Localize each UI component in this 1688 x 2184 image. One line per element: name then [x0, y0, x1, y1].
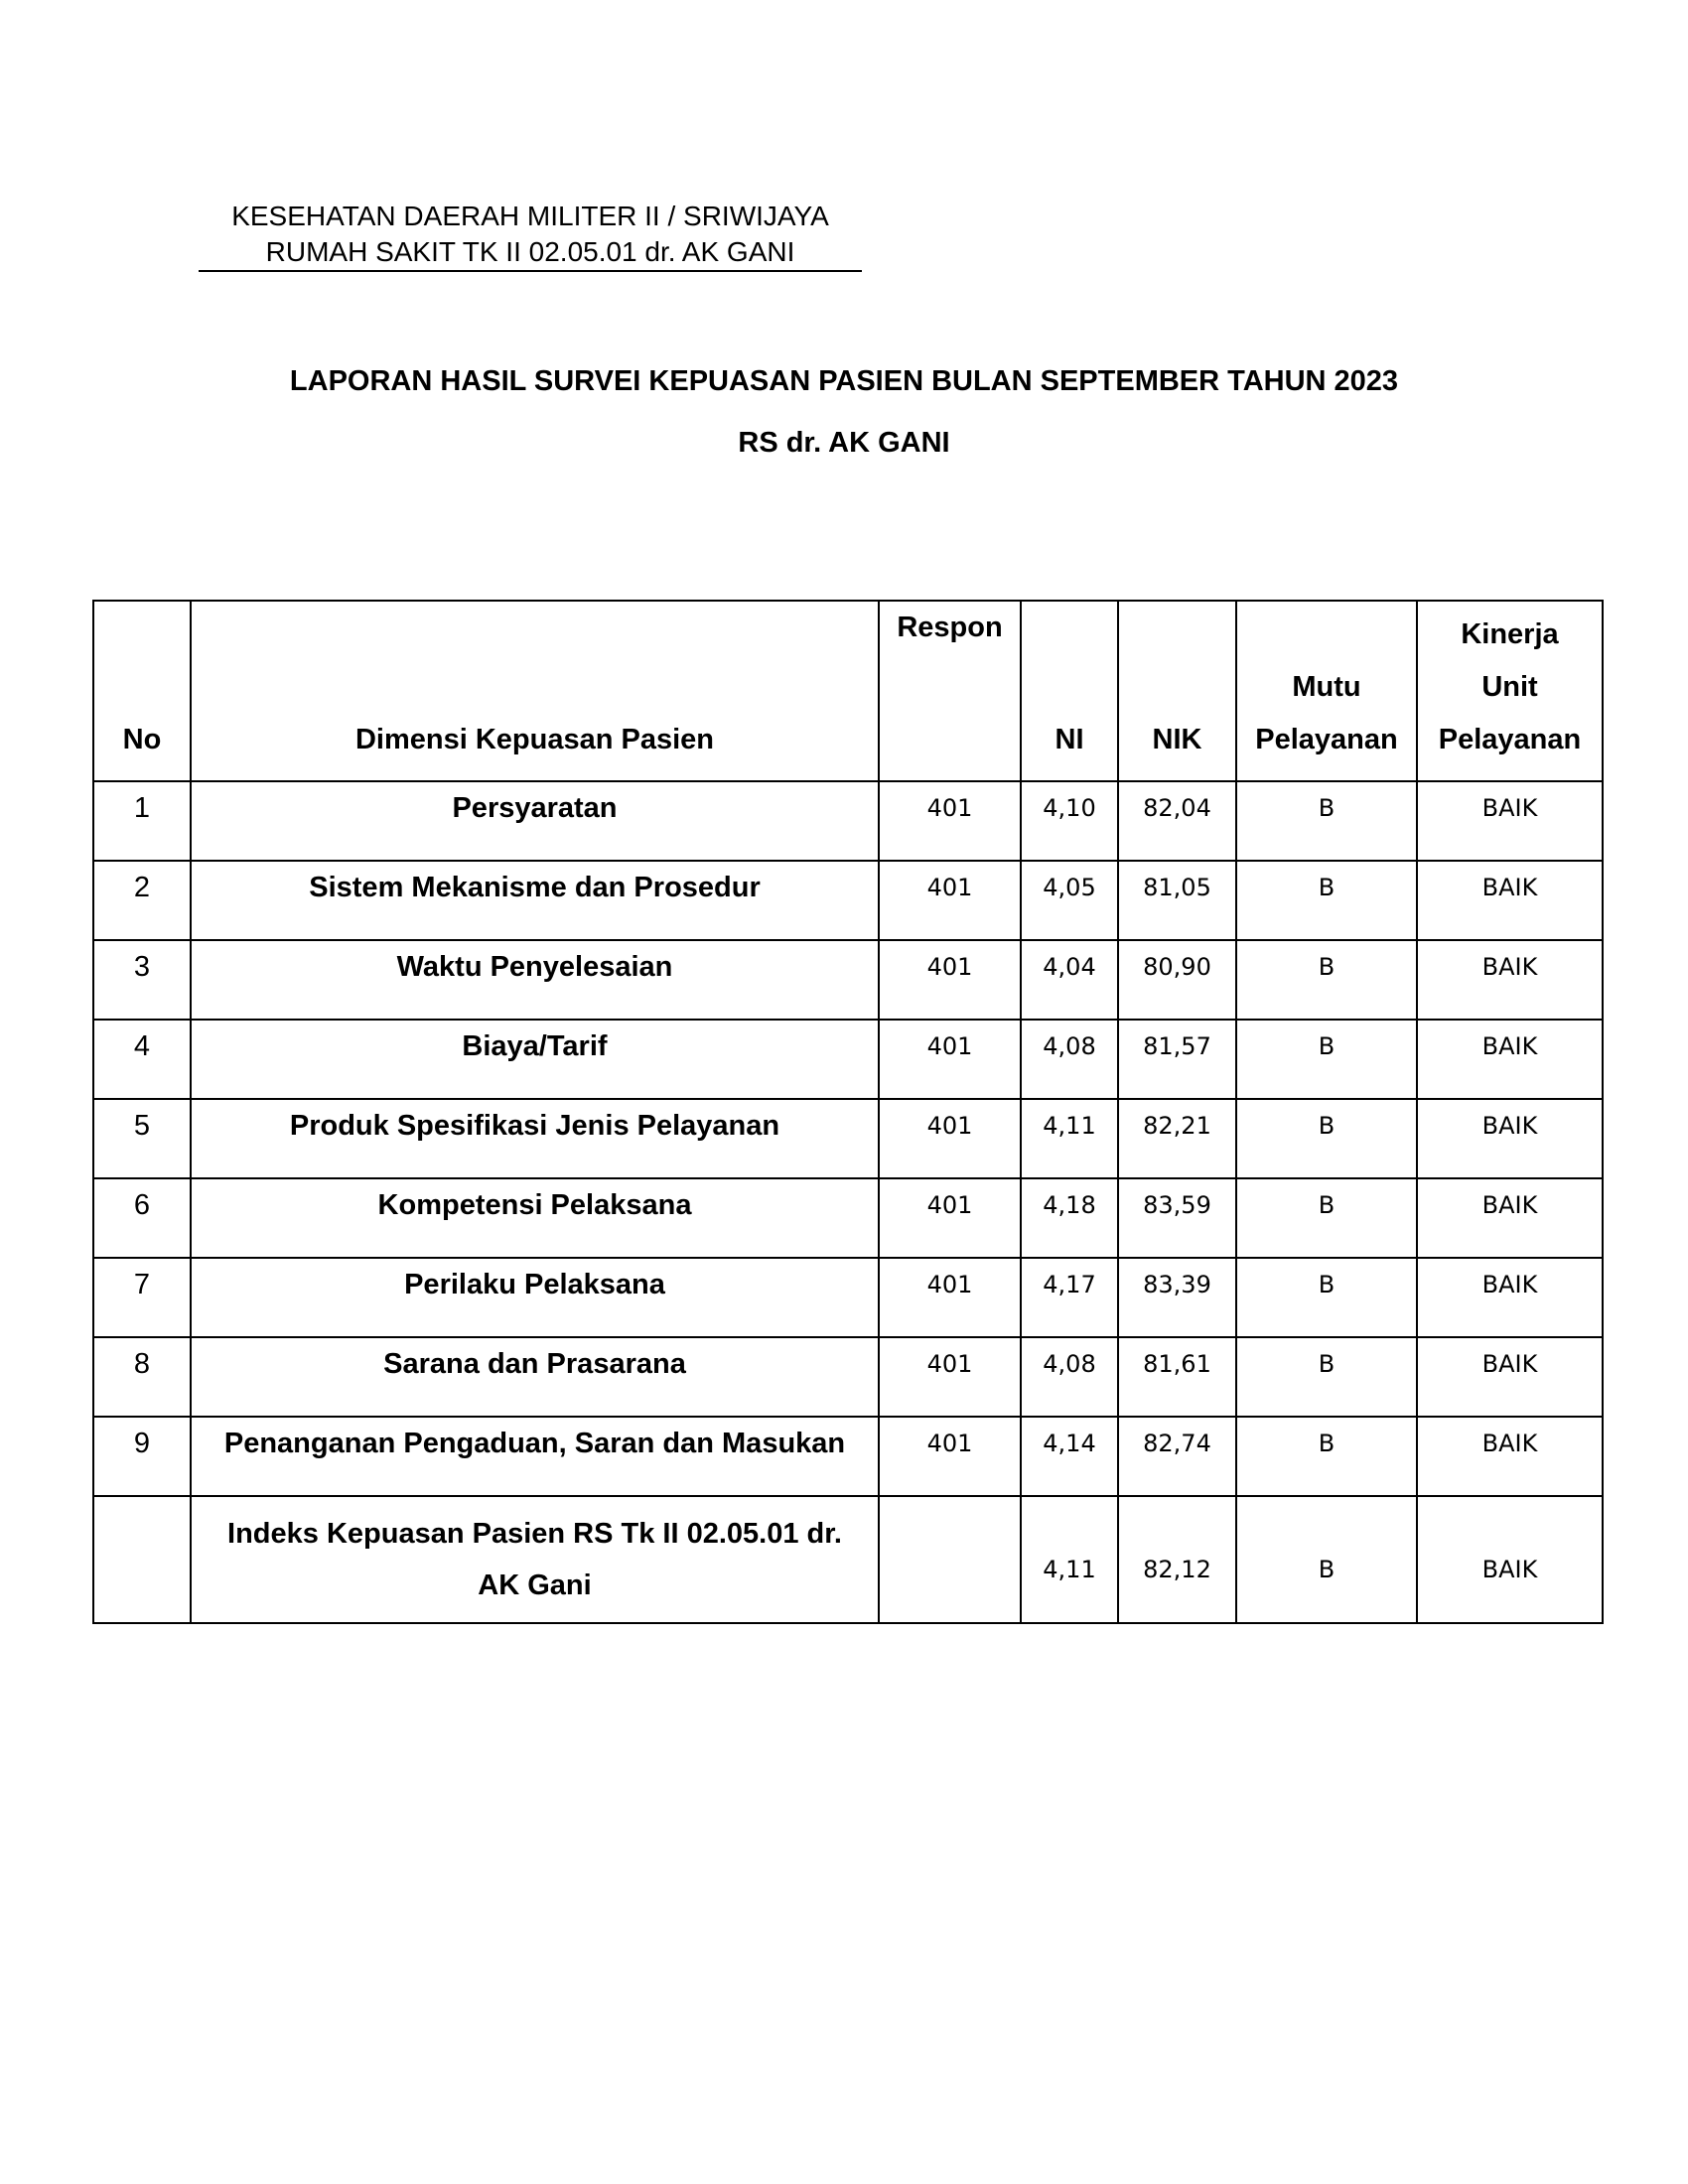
cell-respon: 401	[879, 861, 1021, 940]
header-kinerja	[1417, 601, 1603, 781]
report-title: LAPORAN HASIL SURVEI KEPUASAN PASIEN BULAN SEPTEMBER TAHUN 2023	[289, 365, 1399, 397]
header-dimensi: Dimensi Kepuasan Pasien	[191, 601, 879, 781]
cell-mutu: B	[1236, 940, 1417, 1020]
cell-ni: 4,08	[1021, 1337, 1118, 1417]
table-total-row	[93, 1496, 1603, 1623]
table-row	[93, 1099, 1603, 1178]
cell-ni: 4,08	[1021, 1020, 1118, 1099]
cell-kinerja: BAIK	[1417, 940, 1603, 1020]
cell-mutu: B	[1236, 1020, 1417, 1099]
cell-mutu: B	[1236, 861, 1417, 940]
header-no: No	[93, 601, 191, 781]
cell-total-dimensi	[191, 1496, 879, 1623]
cell-kinerja: BAIK	[1417, 1099, 1603, 1178]
cell-kinerja: BAIK	[1417, 781, 1603, 861]
letterhead	[199, 199, 862, 272]
cell-dimensi: Kompetensi Pelaksana	[191, 1178, 879, 1258]
table-row	[93, 861, 1603, 940]
cell-dimensi: Sistem Mekanisme dan Prosedur	[191, 861, 879, 940]
header-respon: Respon	[879, 601, 1021, 781]
cell-respon: 401	[879, 1417, 1021, 1496]
cell-dimensi: Perilaku Pelaksana	[191, 1258, 879, 1337]
table-row	[93, 940, 1603, 1020]
cell-nik: 83,39	[1118, 1258, 1236, 1337]
header-ni: NI	[1021, 601, 1118, 781]
cell-ni: 4,04	[1021, 940, 1118, 1020]
letterhead-line-1: KESEHATAN DAERAH MILITER II / SRIWIJAYA	[231, 201, 829, 231]
cell-dimensi: Sarana dan Prasarana	[191, 1337, 879, 1417]
cell-mutu: B	[1236, 1178, 1417, 1258]
cell-respon: 401	[879, 1258, 1021, 1337]
cell-mutu: B	[1236, 1258, 1417, 1337]
cell-ni: 4,11	[1021, 1099, 1118, 1178]
letterhead-line-2: RUMAH SAKIT TK II 02.05.01 dr. AK GANI	[199, 234, 862, 272]
cell-dimensi: Penanganan Pengaduan, Saran dan Masukan	[191, 1417, 879, 1496]
cell-kinerja: BAIK	[1417, 1258, 1603, 1337]
table-row	[93, 781, 1603, 861]
cell-mutu: B	[1236, 781, 1417, 861]
cell-total-nik: 82,12	[1118, 1496, 1236, 1623]
cell-total-mutu: B	[1236, 1496, 1417, 1623]
cell-nik: 83,59	[1118, 1178, 1236, 1258]
cell-nik: 81,57	[1118, 1020, 1236, 1099]
cell-mutu: B	[1236, 1337, 1417, 1417]
cell-kinerja: BAIK	[1417, 1020, 1603, 1099]
cell-respon: 401	[879, 1178, 1021, 1258]
cell-dimensi: Biaya/Tarif	[191, 1020, 879, 1099]
report-subtitle: RS dr. AK GANI	[738, 427, 950, 459]
header-mutu-line-2: Pelayanan	[1255, 724, 1398, 755]
cell-ni: 4,18	[1021, 1178, 1118, 1258]
cell-no: 5	[93, 1099, 191, 1178]
satisfaction-table	[92, 600, 1604, 1624]
cell-dimensi: Waktu Penyelesaian	[191, 940, 879, 1020]
total-dimensi-line-1: Indeks Kepuasan Pasien RS Tk II 02.05.01 dr.	[227, 1518, 842, 1550]
cell-ni: 4,17	[1021, 1258, 1118, 1337]
cell-kinerja: BAIK	[1417, 861, 1603, 940]
cell-respon: 401	[879, 940, 1021, 1020]
table-header-row	[93, 601, 1603, 781]
cell-respon: 401	[879, 1337, 1021, 1417]
cell-no: 2	[93, 861, 191, 940]
header-kinerja-line-2: Unit	[1481, 671, 1538, 703]
cell-ni: 4,10	[1021, 781, 1118, 861]
header-kinerja-line-3: Pelayanan	[1438, 724, 1582, 755]
cell-total-respon-empty	[879, 1496, 1021, 1623]
cell-total-kinerja: BAIK	[1417, 1496, 1603, 1623]
table-row	[93, 1258, 1603, 1337]
cell-no: 3	[93, 940, 191, 1020]
cell-mutu: B	[1236, 1099, 1417, 1178]
cell-no: 1	[93, 781, 191, 861]
table-row	[93, 1417, 1603, 1496]
cell-kinerja: BAIK	[1417, 1337, 1603, 1417]
cell-no: 9	[93, 1417, 191, 1496]
cell-no: 6	[93, 1178, 191, 1258]
table-row	[93, 1020, 1603, 1099]
header-mutu-line-1: Mutu	[1292, 671, 1361, 703]
cell-nik: 82,04	[1118, 781, 1236, 861]
cell-kinerja: BAIK	[1417, 1417, 1603, 1496]
header-nik: NIK	[1118, 601, 1236, 781]
cell-nik: 81,61	[1118, 1337, 1236, 1417]
cell-ni: 4,14	[1021, 1417, 1118, 1496]
cell-no: 4	[93, 1020, 191, 1099]
cell-no: 7	[93, 1258, 191, 1337]
cell-nik: 82,21	[1118, 1099, 1236, 1178]
cell-respon: 401	[879, 781, 1021, 861]
cell-dimensi: Produk Spesifikasi Jenis Pelayanan	[191, 1099, 879, 1178]
cell-respon: 401	[879, 1020, 1021, 1099]
table-row	[93, 1337, 1603, 1417]
cell-total-ni: 4,11	[1021, 1496, 1118, 1623]
table-row	[93, 1178, 1603, 1258]
cell-no-empty	[93, 1496, 191, 1623]
total-dimensi-line-2: AK Gani	[478, 1570, 592, 1601]
cell-nik: 80,90	[1118, 940, 1236, 1020]
header-mutu	[1236, 601, 1417, 781]
cell-mutu: B	[1236, 1417, 1417, 1496]
cell-dimensi: Persyaratan	[191, 781, 879, 861]
cell-ni: 4,05	[1021, 861, 1118, 940]
header-kinerja-line-1: Kinerja	[1461, 618, 1559, 650]
cell-nik: 81,05	[1118, 861, 1236, 940]
cell-kinerja: BAIK	[1417, 1178, 1603, 1258]
cell-no: 8	[93, 1337, 191, 1417]
cell-nik: 82,74	[1118, 1417, 1236, 1496]
cell-respon: 401	[879, 1099, 1021, 1178]
